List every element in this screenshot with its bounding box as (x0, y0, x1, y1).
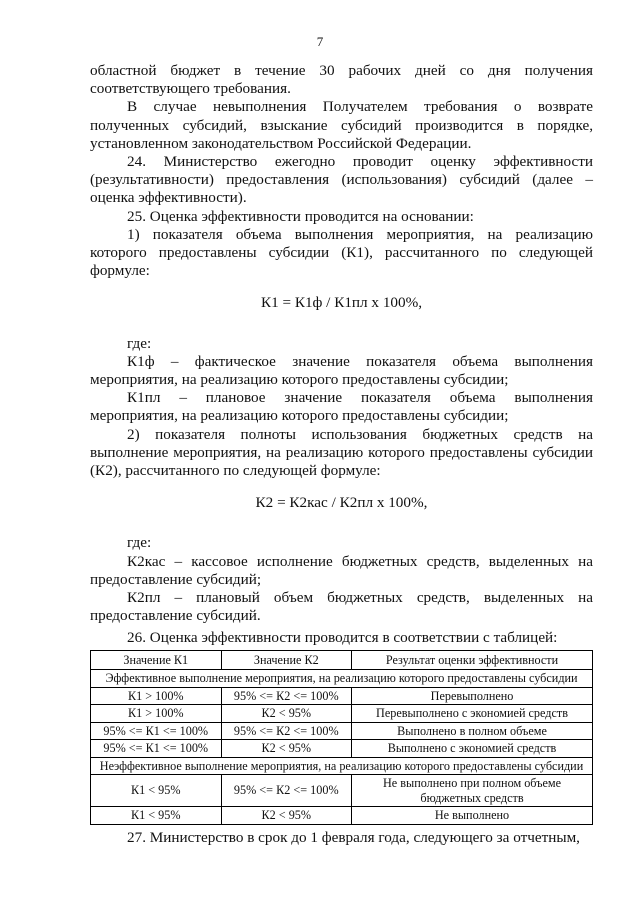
formula-k2: К2 = К2кас / К2пл х 100%, (255, 494, 428, 512)
paragraph: 1) показателя объема выполнения мероприятия, на реализацию которого предоставлены субсидии (К1), рассчитанного по следующей формуле: (90, 225, 593, 280)
table-row (91, 807, 593, 825)
formula-k1: К1 = К1ф / К1пл х 100%, (260, 294, 423, 312)
table-row (91, 722, 593, 740)
paragraph: К1пл – плановое значение показателя объема выполнения мероприятия, на реализацию которого предоставлены субсидии; (90, 389, 593, 425)
table-cell: Перевыполнено с экономией средств (352, 705, 593, 723)
where-label: где: (127, 334, 152, 352)
table-row (91, 687, 593, 705)
table-cell: Выполнено с экономией средств (352, 740, 593, 758)
table-row (91, 740, 593, 758)
paragraph: 27. Министерство в срок до 1 февраля года, следующего за отчетным, (127, 828, 580, 846)
table-cell: К1 < 95% (91, 775, 222, 807)
table-cell: 95% <= К2 <= 100% (221, 775, 352, 807)
table-cell: Выполнено в полном объеме (352, 722, 593, 740)
document-body (90, 62, 593, 847)
paragraph: 2) показателя полноты использования бюджетных средств на выполнение мероприятия, на реализацию которого предоставлены субсидии (К2), рассчитанного по следующей формуле: (90, 425, 593, 480)
table-cell: К2 < 95% (221, 807, 352, 825)
table-cell: 95% <= К2 <= 100% (221, 722, 352, 740)
table-cell: К1 > 100% (91, 687, 222, 705)
table-section-row (91, 670, 593, 688)
table-section-title: Эффективное выполнение мероприятия, на реализацию которого предоставлены субсидии (91, 670, 593, 688)
table-cell: 95% <= К1 <= 100% (91, 722, 222, 740)
paragraph: К2пл – плановый объем бюджетных средств, выделенных на предоставление субсидий. (90, 589, 593, 625)
where-label: где: (127, 534, 152, 552)
table-header: Результат оценки эффективности (352, 650, 593, 670)
table-cell: Перевыполнено (352, 687, 593, 705)
paragraph: 26. Оценка эффективности проводится в соответствии с таблицей: (127, 629, 558, 647)
paragraph: К2кас – кассовое исполнение бюджетных средств, выделенных на предоставление субсидий; (90, 552, 593, 588)
table-cell: К1 < 95% (91, 807, 222, 825)
paragraph: 25. Оценка эффективности проводится на основании: (127, 207, 474, 225)
table-row (91, 775, 593, 807)
table-section-title: Неэффективное выполнение мероприятия, на реализацию которого предоставлены субсидии (91, 757, 593, 775)
table-cell: Не выполнено (352, 807, 593, 825)
page-number: 7 (316, 34, 324, 49)
paragraph: областной бюджет в течение 30 рабочих дней со дня получения соответствующего требования. (90, 62, 593, 98)
table-header: Значение К2 (221, 650, 352, 670)
table-cell: К2 < 95% (221, 740, 352, 758)
table-cell: 95% <= К1 <= 100% (91, 740, 222, 758)
table-section-row (91, 757, 593, 775)
efficiency-table (90, 650, 593, 825)
paragraph: 24. Министерство ежегодно проводит оценку эффективности (результативности) предоставления (использования) субсидий (далее – оценка эффективности). (90, 153, 593, 207)
table-cell: 95% <= К2 <= 100% (221, 687, 352, 705)
paragraph: В случае невыполнения Получателем требования о возврате полученных субсидий, взыскание субсидий производится в порядке, установленном законодательством Российской Федерации. (90, 98, 593, 152)
table-cell: К2 < 95% (221, 705, 352, 723)
table-header: Значение К1 (91, 650, 222, 670)
paragraph: К1ф – фактическое значение показателя объема выполнения мероприятия, на реализацию которого предоставлены субсидии; (90, 352, 593, 389)
table-header-row (91, 650, 593, 670)
table-cell: Не выполнено при полном объеме бюджетных средств (352, 775, 593, 807)
table-cell: К1 > 100% (91, 705, 222, 723)
table-row (91, 705, 593, 723)
